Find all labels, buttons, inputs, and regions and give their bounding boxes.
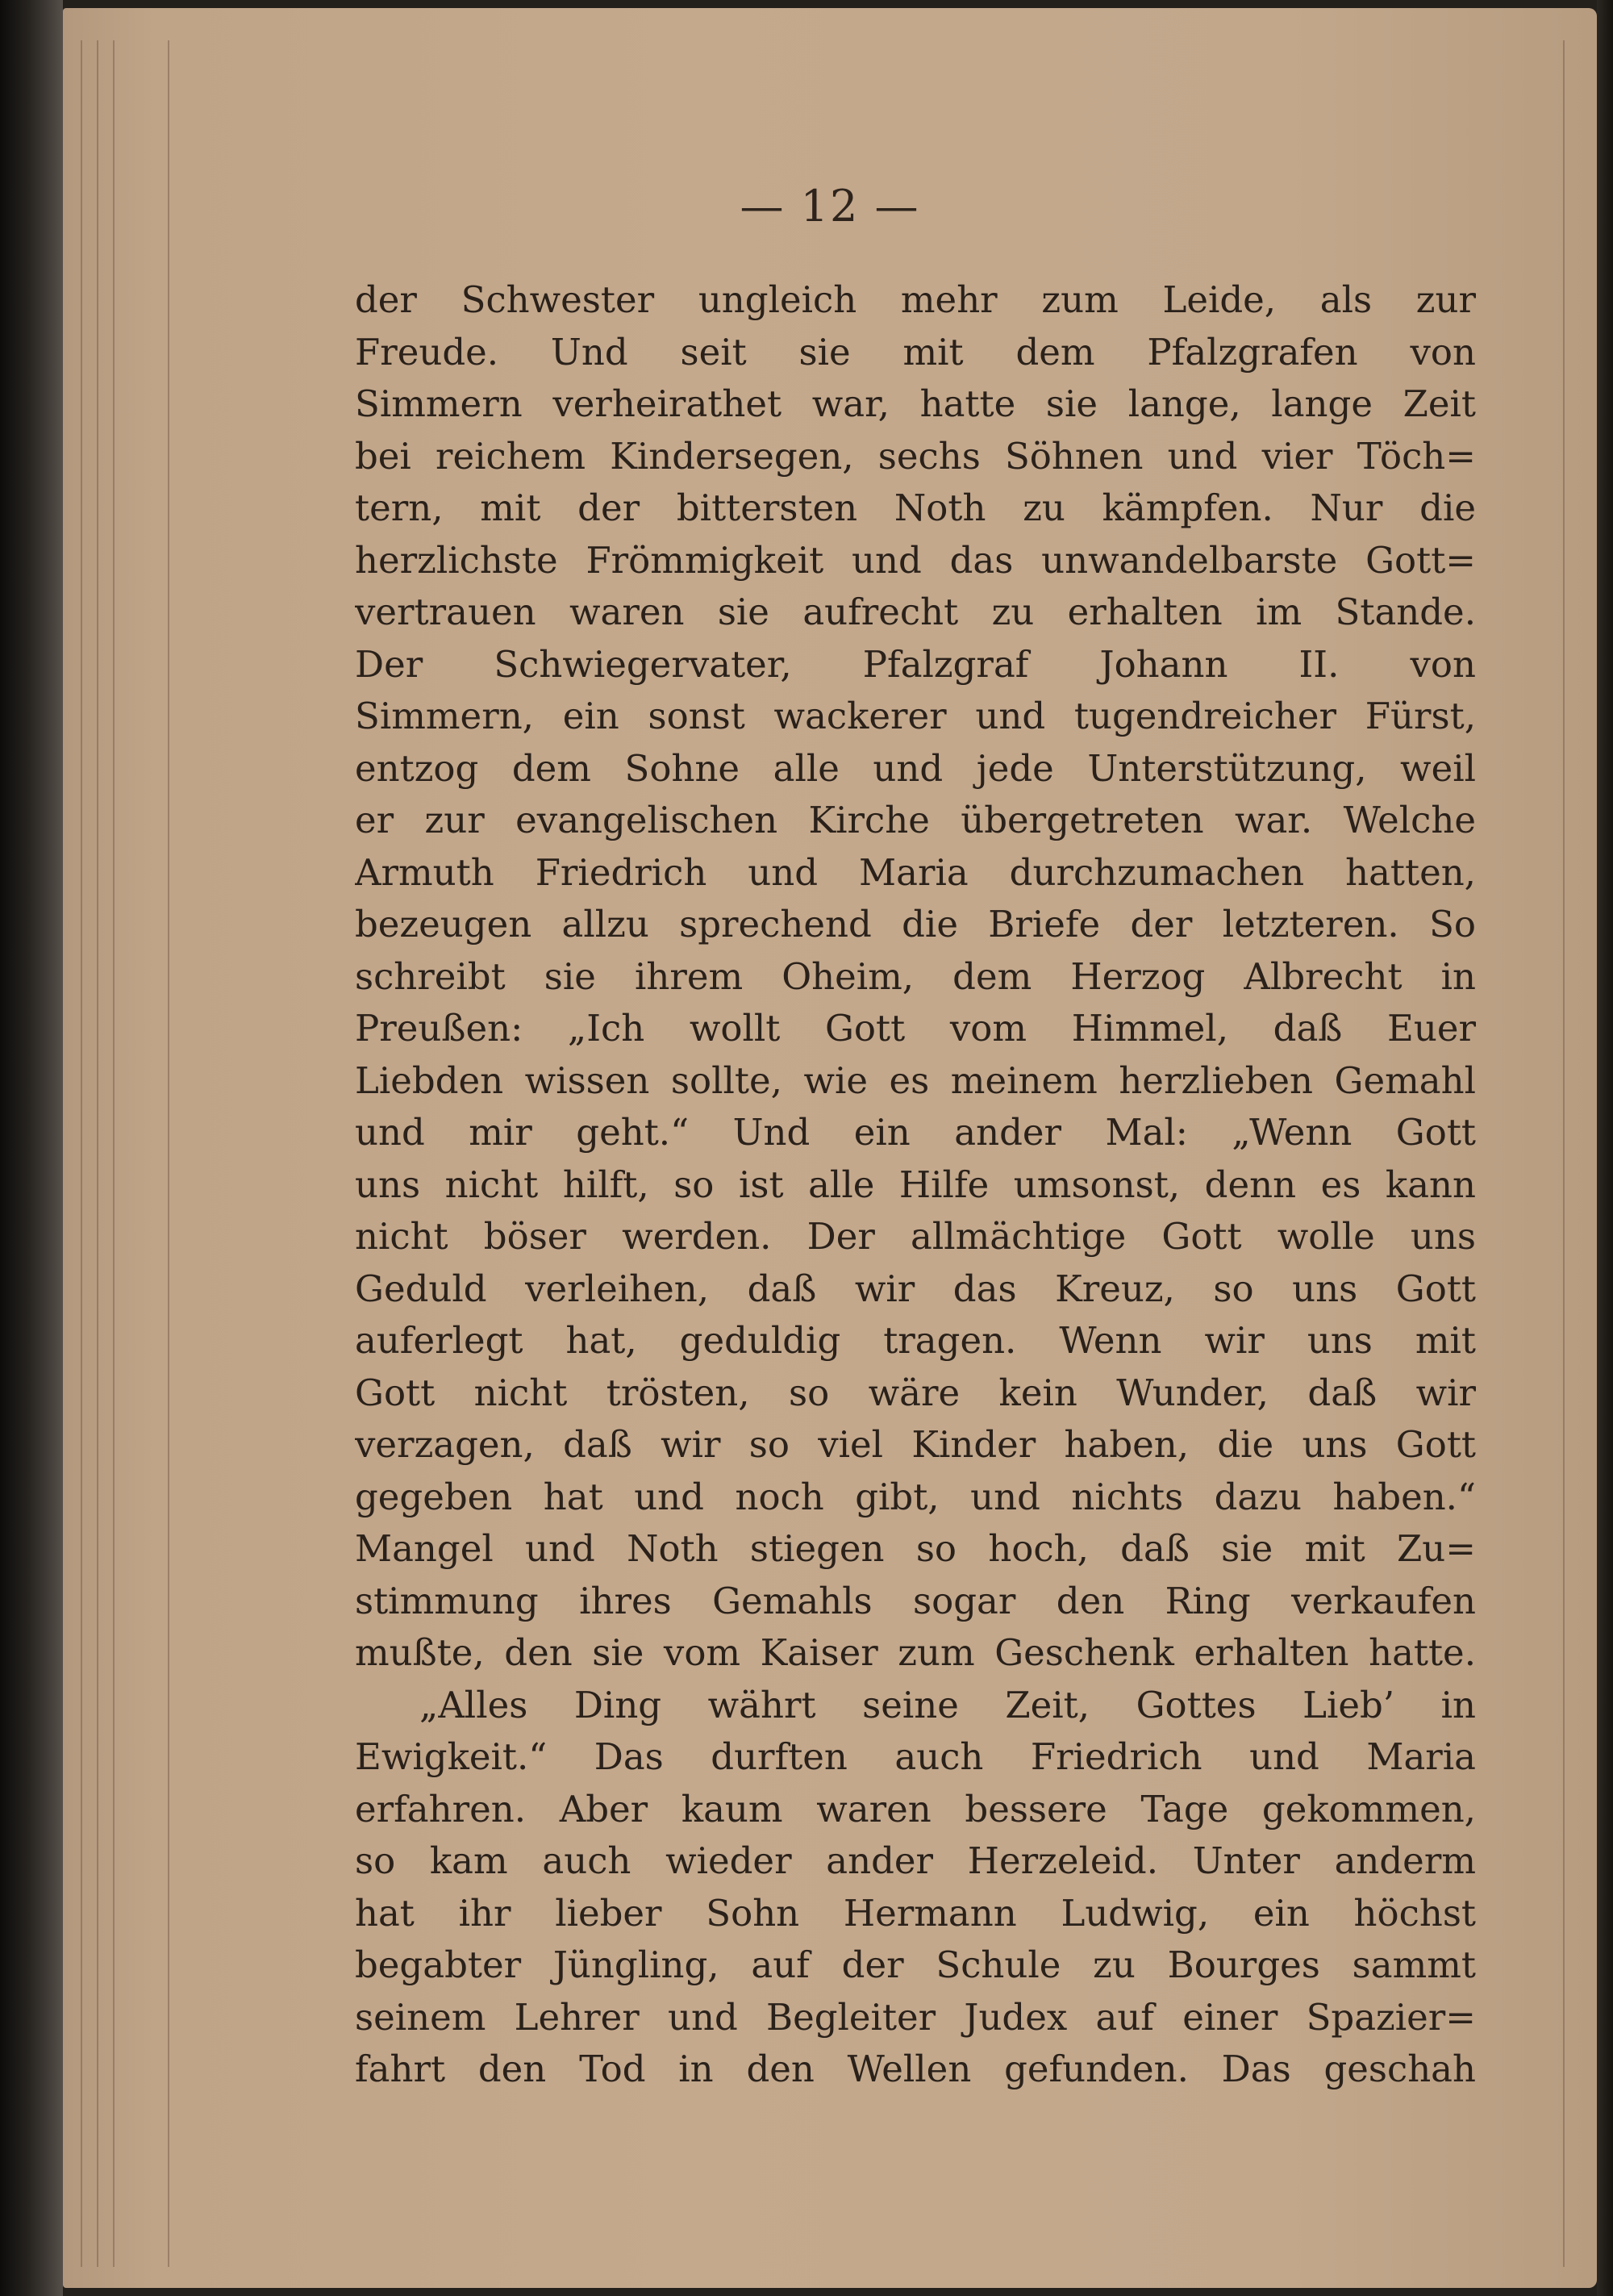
text-line: auferlegt hat, geduldig tragen. Wenn wir uns mit: [355, 1319, 1476, 1362]
text-line: „Alles Ding währt seine Zeit, Gottes Lieb’ in: [419, 1683, 1476, 1726]
text-line: bei reichem Kindersegen, sechs Söhnen und vier Töch=: [355, 434, 1476, 478]
text-line: verzagen, daß wir so viel Kinder haben, die uns Gott: [355, 1423, 1476, 1466]
text-line: begabter Jüngling, auf der Schule zu Bourges sammt: [355, 1943, 1476, 1986]
text-line: er zur evangelischen Kirche übergetreten war. Welche: [355, 799, 1476, 841]
text-line: tern, mit der bittersten Noth zu kämpfen. Nur die: [355, 486, 1476, 529]
text-line: stimmung ihres Gemahls sogar den Ring verkaufen: [355, 1579, 1476, 1622]
text-line: so kam auch wieder ander Herzeleid. Unter anderm: [355, 1839, 1476, 1882]
text-line: Gott nicht trösten, so wäre kein Wunder, daß wir: [355, 1371, 1476, 1414]
text-line: mußte, den sie vom Kaiser zum Geschenk erhalten hatte.: [355, 1631, 1476, 1674]
text-line: und mir geht.“ Und ein ander Mal: „Wenn Gott: [355, 1111, 1476, 1154]
text-line: Ewigkeit.“ Das durften auch Friedrich und Maria: [355, 1735, 1476, 1778]
page-right-edge: [1597, 0, 1613, 2296]
text-line: Der Schwiegervater, Pfalzgraf Johann II. von: [355, 642, 1476, 686]
text-line: Preußen: „Ich wollt Gott vom Himmel, daß Euer: [355, 1007, 1476, 1050]
page-number: — 12 —: [740, 181, 920, 232]
text-line: schreibt sie ihrem Oheim, dem Herzog Albrecht in: [355, 954, 1476, 998]
text-line: Geduld verleihen, daß wir das Kreuz, so uns Gott: [355, 1267, 1476, 1310]
text-line: nicht böser werden. Der allmächtige Gott wolle uns: [355, 1215, 1476, 1258]
text-line: herzlichste Frömmigkeit und das unwandelbarste Gott=: [355, 538, 1476, 582]
page-edge-line: [1563, 40, 1565, 2267]
text-line: gegeben hat und noch gibt, und nichts dazu haben.“: [355, 1475, 1476, 1518]
text-line: entzog dem Sohne alle und jede Unterstützung, weil: [355, 746, 1476, 790]
text-line: bezeugen allzu sprechend die Briefe der letzteren. So: [355, 903, 1476, 946]
text-line: Armuth Friedrich und Maria durchzumachen hatten,: [355, 850, 1476, 894]
body-text: [355, 274, 1476, 2096]
text-line: erfahren. Aber kaum waren bessere Tage gekommen,: [355, 1787, 1476, 1831]
text-line: Simmern verheirathet war, hatte sie lange, lange Zeit: [355, 382, 1476, 425]
text-line: Mangel und Noth stiegen so hoch, daß sie mit Zu=: [355, 1527, 1476, 1570]
text-line: uns nicht hilft, so ist alle Hilfe umsonst, denn es kann: [355, 1163, 1476, 1206]
page-edge-line: [81, 40, 82, 2267]
text-line: Simmern, ein sonst wackerer und tugendreicher Fürst,: [355, 695, 1476, 737]
text-line: der Schwester ungleich mehr zum Leide, als zur: [355, 278, 1476, 321]
text-line: hat ihr lieber Sohn Hermann Ludwig, ein höchst: [355, 1891, 1476, 1935]
text-line: seinem Lehrer und Begleiter Judex auf einer Spazier=: [355, 1995, 1476, 2039]
page-edge-line: [113, 40, 115, 2267]
text-line: Freude. Und seit sie mit dem Pfalzgrafen von: [355, 330, 1476, 374]
text-line: fahrt den Tod in den Wellen gefunden. Das geschah: [355, 2048, 1476, 2090]
book-binding: [0, 0, 63, 2296]
page-edge-line: [168, 40, 169, 2267]
page-edge-line: [97, 40, 98, 2267]
text-line: vertrauen waren sie aufrecht zu erhalten im Stande.: [355, 591, 1476, 633]
text-line: Liebden wissen sollte, wie es meinem herzlieben Gemahl: [355, 1058, 1476, 1102]
